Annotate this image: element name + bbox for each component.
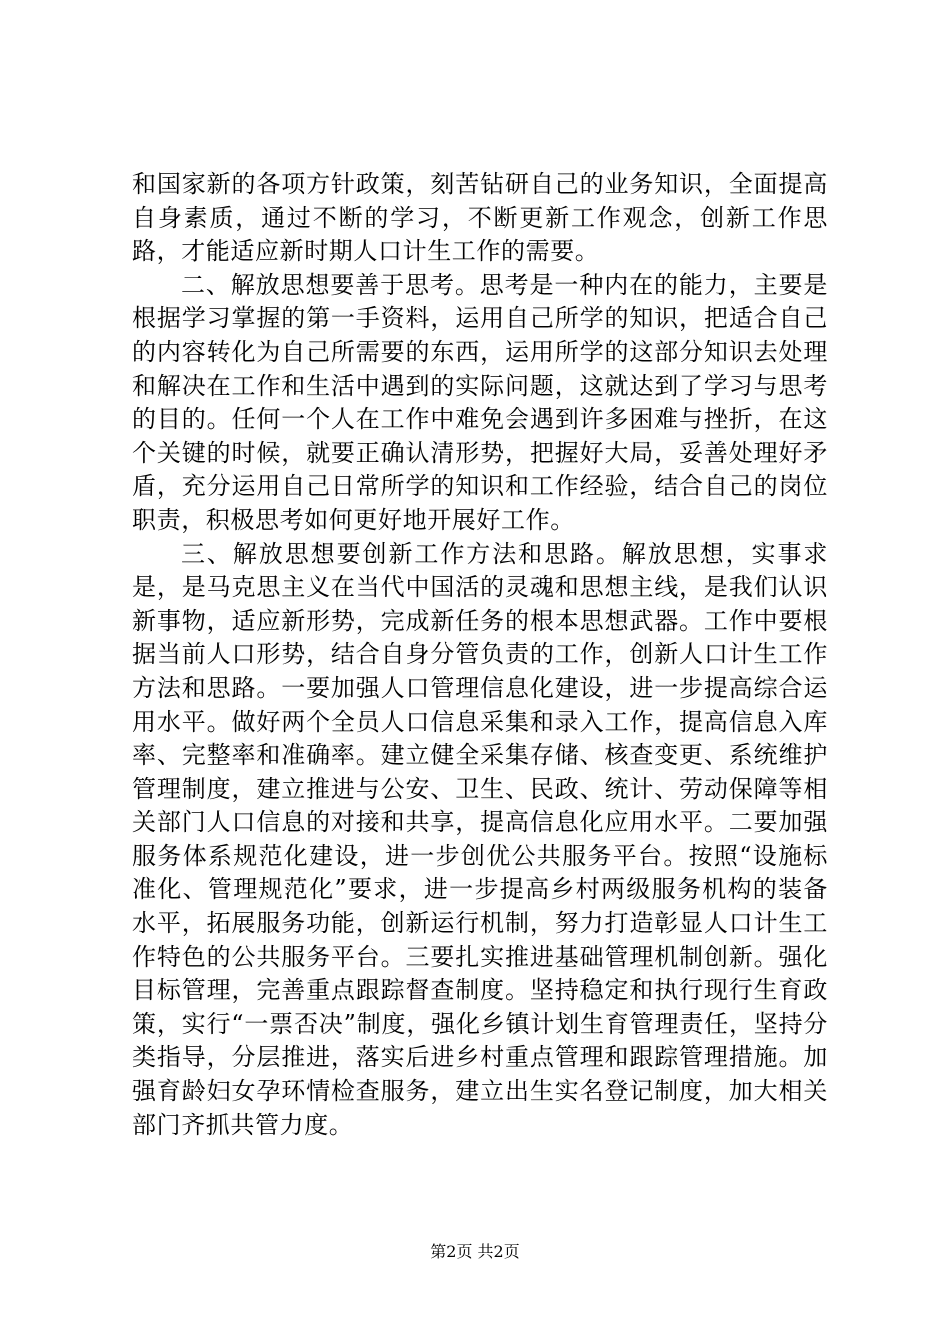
paragraph-section-three: 三、解放思想要创新工作方法和思路。解放思想，实事求是，是马克思主义在当代中国活的灵魂和思想主线，是我们认识新事物，适应新形势，完成新任务的根本思想武器。工作中要根据当前人口形势，结合自身分管负责的工作，创新人口计生工作方法和思路。一要加强人口管理信息化建设，进一步提高综合运用水平。做好两个全员人口信息采集和录入工作，提高信息入库率、完整率和准确率。建立健全采集存储、核查变更、系统维护管理制度，建立推进与公安、卫生、民政、统计、劳动保障等相关部门人口信息的对接和共享，提高信息化应用水平。二要加强服务体系规范化建设，进一步创优公共服务平台。按照“设施标准化、管理规范化”要求，进一步提高乡村两级服务机构的装备水平，拓展服务功能，创新运行机制，努力打造彰显人口计生工作特色的公共服务平台。三要扎实推进基础管理机制创新。强化目标管理，完善重点跟踪督查制度。坚持稳定和执行现行生育政策，实行“一票否决”制度，强化乡镇计划生育管理责任，坚持分类指导，分层推进，落实后进乡村重点管理和跟踪管理措施。加强育龄妇女孕环情检查服务，建立出生实名登记制度，加大相关部门齐抓共管力度。 <box>132 539 828 1139</box>
paragraph-continuation: 和国家新的各项方针政策，刻苦钻研自己的业务知识，全面提高自身素质，通过不断的学习，不断更新工作观念，创新工作思路，才能适应新时期人口计生工作的需要。 <box>132 170 828 266</box>
document-body <box>132 168 828 1142</box>
paragraph-section-two: 二、解放思想要善于思考。思考是一种内在的能力，主要是根据学习掌握的第一手资料，运用自己所学的知识，把适合自己的内容转化为自己所需要的东西，运用所学的这部分知识去处理和解决在工作和生活中遇到的实际问题，这就达到了学习与思考的目的。任何一个人在工作中难免会遇到许多困难与挫折，在这个关键的时候，就要正确认清形势，把握好大局，妥善处理好矛盾，充分运用自己日常所学的知识和工作经验，结合自己的岗位职责，积极思考如何更好地开展好工作。 <box>132 270 828 534</box>
page-number-footer: 第2页 共2页 <box>430 1242 520 1261</box>
